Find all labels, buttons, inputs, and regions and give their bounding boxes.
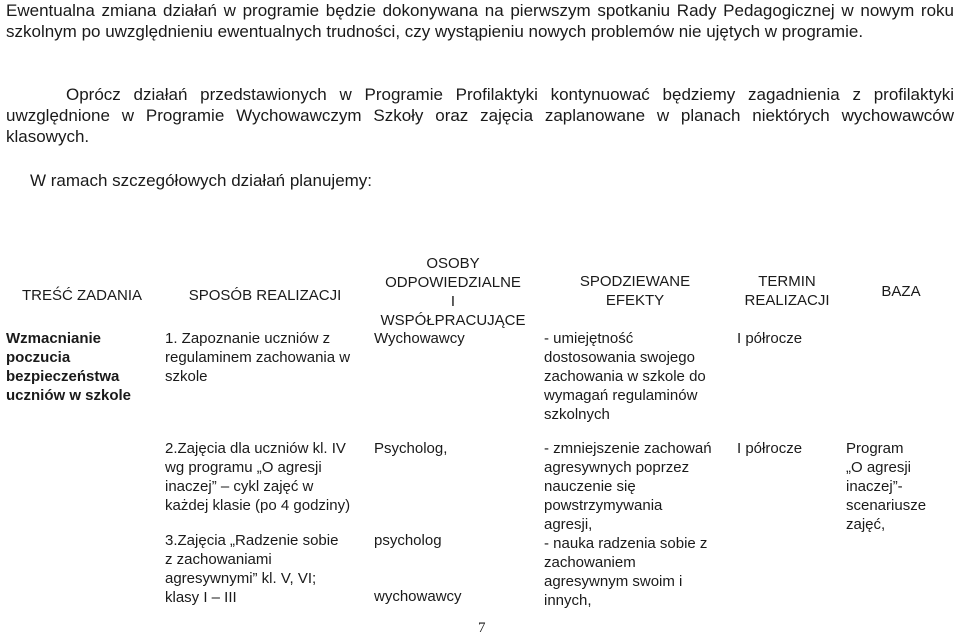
page-number: 7 [478,620,486,636]
row2-termin: I półrocze [737,440,803,457]
section-heading: W ramach szczegółowych działań planujemy: [30,171,373,190]
header-termin-realizacji: TERMIN REALIZACJI [744,273,830,309]
row2-sposob-realizacji-b: 3.Zajęcia „Radzenie sobie z zachowaniami agresywnymi” kl. V, VI; klasy I – III [165,532,339,606]
row1-tresc-zadania: Wzmacnianie poczucia bezpieczeństwa uczniów w szkole [6,330,132,404]
header-tresc-zadania: TREŚĆ ZADANIA [21,287,142,304]
row2-osoby-a: Psycholog, [374,440,448,457]
paragraph-program-changes: Ewentualna zmiana działań w programie będzie dokonywana na pierwszym spotkaniu Rady Pedagogicznej w nowym roku szkolnym po uwzględnieniu ewentualnych trudności, czy wystąpieniu nowych problemów nie ujętych w programie. [6,1,954,41]
row2-osoby-c: wychowawcy [374,588,462,605]
row2-sposob-realizacji-a: 2.Zajęcia dla uczniów kl. IV wg programu „O agresji inaczej” – cykl zajęć w każdej klasie (po 4 godziny) [165,440,351,514]
header-osoby-odpowiedzialne: OSOBY ODPOWIEDZIALNE I WSPÓŁPRACUJĄCE [380,255,526,329]
row1-efekty: - umiejętność dostosowania swojego zachowania w szkole do wymagań regulaminów szkolnych [544,330,706,423]
header-baza: BAZA [881,283,921,300]
paragraph-other-activities: Oprócz działań przedstawionych w Programie Profilaktyki kontynuować będziemy zagadnienia z profilaktyki uwzględnione w Programie Wychowawczym Szkoły oraz zajęcia zaplanowane w planach niektórych wychowawców klasowych. [6,85,954,146]
row1-termin: I półrocze [737,330,803,347]
header-sposob-realizacji: SPOSÓB REALIZACJI [188,287,342,304]
header-spodziewane-efekty: SPODZIEWANE EFEKTY [579,273,691,309]
row1-sposob-realizacji: 1. Zapoznanie uczniów z regulaminem zachowania w szkole [165,330,351,385]
row2-efekty: - zmniejszenie zachowań agresywnych poprzez nauczenie się powstrzymywania agresji, - nauka radzenia sobie z zachowaniem agresywnym swoim i innych, [544,440,712,609]
row2-baza: Program „O agresji inaczej”- scenariusze zajęć, [846,440,927,533]
row2-osoby-b: psycholog [374,532,442,549]
row1-osoby: Wychowawcy [374,330,465,347]
